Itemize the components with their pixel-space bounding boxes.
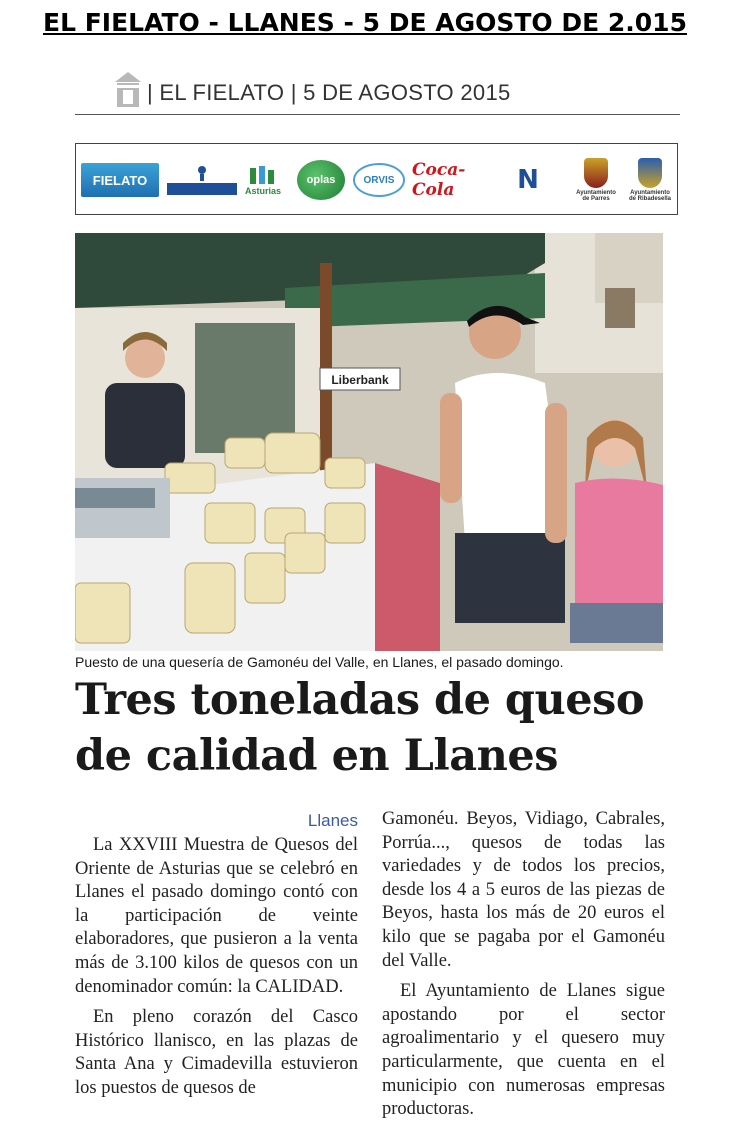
parres-crest: Ayuntamiento de Parres	[576, 154, 616, 206]
masthead	[75, 66, 680, 115]
paragraph: En pleno corazón del Casco Histórico llanisco, en las plazas de Santa Ana y Cimadevilla estuvieron los puestos de quesos de	[75, 1007, 358, 1098]
article-column-2	[382, 808, 665, 1122]
cheese-stall-photo	[75, 233, 663, 651]
house-icon	[113, 70, 143, 108]
cocacola-logo: Coca-Cola	[412, 160, 466, 200]
article-column-1	[75, 808, 358, 1101]
dateline-place: Llanes	[307, 811, 358, 830]
oplas-logo: oplas	[294, 154, 348, 206]
photo-caption: Puesto de una quesería de Gamonéu del Valle, en Llanes, el pasado domingo.	[75, 654, 564, 670]
news-photo	[75, 233, 663, 651]
orvis-logo: ORVIS	[352, 154, 406, 206]
asturias-logo: Asturias	[242, 154, 284, 206]
ribadesella-crest: Ayuntamiento de Ribadesella	[628, 154, 672, 206]
liberbank-sign: Liberbank	[331, 373, 389, 387]
masthead-text: | EL FIELATO | 5 DE AGOSTO 2015	[147, 80, 511, 105]
paragraph: La XXVIII Muestra de Quesos del Oriente de Asturias que se celebró en Llanes el pasado domingo contó con la participación de veinte elaboradores, que pusieron a la venta más de 3.100 kilos de quesos con un denominador común: la CALIDAD.	[75, 835, 358, 997]
article-headline: Tres toneladas de queso de calidad en Llanes	[75, 675, 644, 781]
fielato-logo: FIELATO	[80, 154, 160, 206]
paragraph: El Ayuntamiento de Llanes sigue apostando por el sector agroalimentario y el quesero muy particularmente, que cuenta en el municipio con numerosas empresas productoras.	[382, 981, 665, 1120]
paragraph: Gamonéu. Beyos, Vidiago, Cabrales, Porrúa..., quesos de todas las variedades y de todos los precios, desde los 4 a 5 euros de las piezas de Beyos, hasta los más de 20 euros el kilo que se pagaba por el Gamonéu del Valle.	[382, 809, 665, 971]
navarro-logo: N	[517, 165, 539, 195]
camara-logo	[166, 154, 238, 206]
page-title: EL FIELATO - LLANES - 5 DE AGOSTO DE 2.015	[43, 8, 687, 37]
sponsor-banner	[75, 143, 678, 215]
